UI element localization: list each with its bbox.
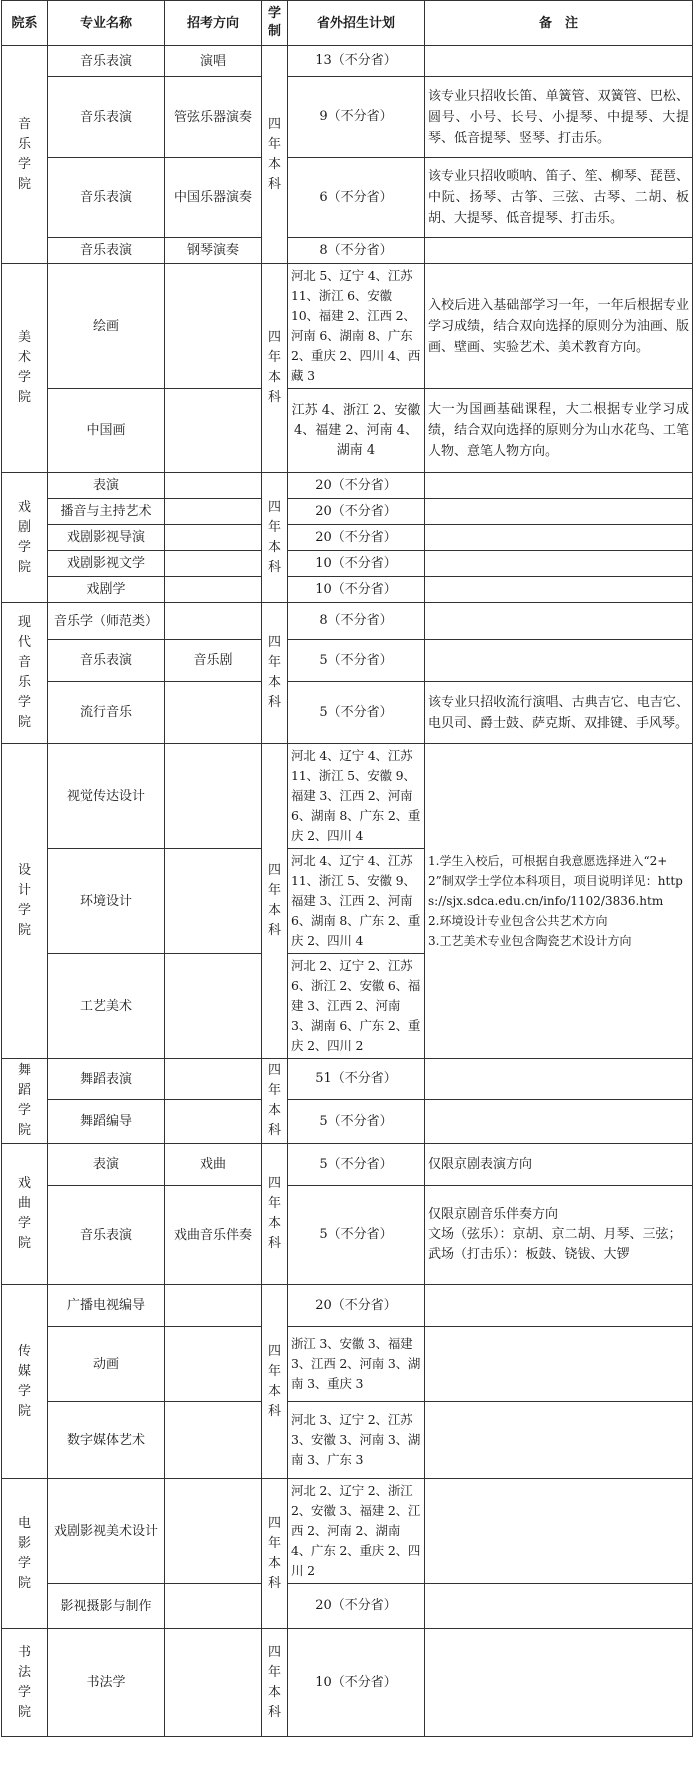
direction-cell [165,551,262,577]
table-row [2,473,693,499]
plan-cell: 9（不分省） [288,77,425,158]
plan-cell: 10（不分省） [288,1629,425,1737]
header-row [2,1,693,46]
direction-cell [165,1059,262,1100]
major-cell: 音乐表演 [48,77,165,158]
table-row [2,1629,693,1737]
college-dance: 舞蹈学院 [2,1059,48,1144]
college-art: 美术学院 [2,264,48,473]
major-cell: 影视摄影与制作 [48,1584,165,1629]
table-row [2,682,693,744]
note-cell [425,577,693,603]
major-cell: 表演 [48,473,165,499]
college-music: 音乐学院 [2,46,48,264]
table-row [2,1402,693,1479]
direction-cell [165,1285,262,1327]
major-cell: 音乐表演 [48,1186,165,1285]
plan-cell: 6（不分省） [288,158,425,238]
table-row [2,499,693,525]
note-cell [425,1059,693,1100]
college-film: 电影学院 [2,1479,48,1629]
plan-cell: 13（不分省） [288,46,425,77]
direction-cell [165,603,262,640]
table-row [2,238,693,264]
major-cell: 戏剧学 [48,577,165,603]
direction-cell [165,849,262,954]
major-cell: 戏剧影视文学 [48,551,165,577]
direction-cell [165,525,262,551]
college-design: 设计学院 [2,744,48,1059]
major-cell: 动画 [48,1327,165,1402]
note-cell [425,551,693,577]
direction-cell: 演唱 [165,46,262,77]
table-row [2,1059,693,1100]
major-cell: 音乐学（师范类） [48,603,165,640]
major-cell: 舞蹈编导 [48,1100,165,1144]
duration-cell: 四年本科 [262,1059,288,1144]
plan-cell: 10（不分省） [288,551,425,577]
major-cell: 舞蹈表演 [48,1059,165,1100]
table-row [2,577,693,603]
note-cell: 大一为国画基础课程，大二根据专业学习成绩，结合双向选择的原则分为山水花鸟、工笔人物、意笔人物方向。 [425,389,693,473]
plan-cell: 5（不分省） [288,640,425,682]
direction-cell [165,1402,262,1479]
major-cell: 数字媒体艺术 [48,1402,165,1479]
major-cell: 中国画 [48,389,165,473]
note-cell [425,473,693,499]
table-row [2,77,693,158]
table-row [2,1285,693,1327]
plan-cell: 5（不分省） [288,1144,425,1186]
direction-cell: 管弦乐器演奏 [165,77,262,158]
duration-cell: 四年本科 [262,46,288,264]
major-cell: 音乐表演 [48,640,165,682]
plan-cell: 河北 3、辽宁 2、江苏 3、安徽 3、河南 3、湖南 3、广东 3 [288,1402,425,1479]
table-row [2,1186,693,1285]
duration-cell: 四年本科 [262,264,288,473]
table-row [2,389,693,473]
college-calligraphy: 书法学院 [2,1629,48,1737]
direction-cell [165,473,262,499]
plan-cell: 20（不分省） [288,1285,425,1327]
major-cell: 戏剧影视美术设计 [48,1479,165,1584]
table-row [2,1479,693,1584]
table-row [2,46,693,77]
major-cell: 书法学 [48,1629,165,1737]
direction-cell [165,499,262,525]
table-row [2,525,693,551]
plan-cell: 5（不分省） [288,1186,425,1285]
direction-cell [165,264,262,389]
major-cell: 工艺美术 [48,954,165,1059]
direction-cell [165,577,262,603]
note-cell: 该专业只招收唢呐、笛子、笙、柳琴、琵琶、中阮、扬琴、古筝、三弦、古琴、二胡、板胡、大提琴、低音提琴、打击乐。 [425,158,693,238]
direction-cell [165,682,262,744]
duration-cell: 四年本科 [262,603,288,744]
note-cell [425,238,693,264]
plan-cell: 20（不分省） [288,1584,425,1629]
note-cell [425,640,693,682]
table-row [2,1584,693,1629]
major-cell: 戏剧影视导演 [48,525,165,551]
direction-cell [165,1100,262,1144]
header-system: 学制 [262,1,288,46]
duration-cell: 四年本科 [262,1629,288,1737]
major-cell: 视觉传达设计 [48,744,165,849]
college-drama: 戏剧学院 [2,473,48,603]
header-notes: 备 注 [425,1,693,46]
direction-cell: 戏曲音乐伴奏 [165,1186,262,1285]
note-cell: 入校后进入基础部学习一年，一年后根据专业学习成绩，结合双向选择的原则分为油画、版画、壁画、实验艺术、美术教育方向。 [425,264,693,389]
direction-cell: 音乐剧 [165,640,262,682]
direction-cell [165,1479,262,1584]
plan-cell: 8（不分省） [288,603,425,640]
direction-cell [165,744,262,849]
header-plan: 省外招生计划 [288,1,425,46]
duration-cell: 四年本科 [262,473,288,603]
table-row [2,1144,693,1186]
duration-cell: 四年本科 [262,1285,288,1479]
major-cell: 表演 [48,1144,165,1186]
major-cell: 播音与主持艺术 [48,499,165,525]
college-media: 传媒学院 [2,1285,48,1479]
major-cell: 广播电视编导 [48,1285,165,1327]
direction-cell [165,1629,262,1737]
plan-cell: 5（不分省） [288,1100,425,1144]
note-cell: 该专业只招收流行演唱、古典吉它、电吉它、电贝司、爵士鼓、萨克斯、双排键、手风琴。 [425,682,693,744]
note-cell [425,1285,693,1327]
note-cell [425,1629,693,1737]
plan-cell: 51（不分省） [288,1059,425,1100]
plan-cell: 河北 2、辽宁 2、江苏 6、浙江 2、安徽 6、福建 3、江西 2、河南 3、湖南 6、广东 2、重庆 2、四川 2 [288,954,425,1059]
plan-cell: 5（不分省） [288,682,425,744]
table-row [2,264,693,389]
note-cell [425,499,693,525]
note-cell: 仅限京剧表演方向 [425,1144,693,1186]
plan-cell: 20（不分省） [288,473,425,499]
plan-cell: 河北 4、辽宁 4、江苏 11、浙江 5、安徽 9、福建 3、江西 2、河南 6、湖南 8、广东 2、重庆 2、四川 4 [288,849,425,954]
table-row [2,744,693,849]
table-row [2,640,693,682]
note-cell [425,1402,693,1479]
direction-cell: 钢琴演奏 [165,238,262,264]
college-modern: 现代音乐学院 [2,603,48,744]
header-college: 院系 [2,1,48,46]
direction-cell: 戏曲 [165,1144,262,1186]
table-row [2,551,693,577]
header-direction: 招考方向 [165,1,262,46]
major-cell: 音乐表演 [48,238,165,264]
direction-cell [165,954,262,1059]
direction-cell: 中国乐器演奏 [165,158,262,238]
direction-cell [165,1584,262,1629]
table-row [2,1327,693,1402]
major-cell: 流行音乐 [48,682,165,744]
note-cell [425,525,693,551]
note-cell: 该专业只招收长笛、单簧管、双簧管、巴松、圆号、小号、长号、小提琴、中提琴、大提琴、低音提琴、竖琴、打击乐。 [425,77,693,158]
plan-cell: 10（不分省） [288,577,425,603]
note-cell [425,603,693,640]
table-row [2,158,693,238]
duration-cell: 四年本科 [262,744,288,1059]
duration-cell: 四年本科 [262,1479,288,1629]
note-cell [425,1479,693,1584]
plan-cell: 江苏 4、浙江 2、安徽 4、福建 2、河南 4、湖南 4 [288,389,425,473]
direction-cell [165,1327,262,1402]
note-cell: 仅限京剧音乐伴奏方向 文场（弦乐）：京胡、京二胡、月琴、三弦； 武场（打击乐）：板鼓、铙钹、大锣 [425,1186,693,1285]
college-opera: 戏曲学院 [2,1144,48,1285]
duration-cell: 四年本科 [262,1144,288,1285]
note-cell [425,1327,693,1402]
note-cell [425,1584,693,1629]
plan-cell: 浙江 3、安徽 3、福建 3、江西 2、河南 3、湖南 3、重庆 3 [288,1327,425,1402]
table-row [2,1100,693,1144]
major-cell: 环境设计 [48,849,165,954]
plan-cell: 河北 2、辽宁 2、浙江 2、安徽 3、福建 2、江西 2、河南 2、湖南 4、广东 2、重庆 2、四川 2 [288,1479,425,1584]
major-cell: 绘画 [48,264,165,389]
direction-cell [165,389,262,473]
plan-cell: 20（不分省） [288,525,425,551]
header-major: 专业名称 [48,1,165,46]
major-cell: 音乐表演 [48,158,165,238]
plan-cell: 8（不分省） [288,238,425,264]
plan-cell: 河北 5、辽宁 4、江苏 11、浙江 6、安徽 10、福建 2、江西 2、河南 6、湖南 8、广东 2、重庆 2、四川 4、西藏 3 [288,264,425,389]
note-cell [425,1100,693,1144]
note-cell: 1.学生入校后，可根据自我意愿选择进入“2+2”制双学士学位本科项目，项目说明详见：https://sjx.sdca.edu.cn/info/1102/3836.htm 2.环境设计专业包含公共艺术方向 3.工艺美术专业包含陶瓷艺术设计方向 [425,744,693,1059]
note-cell [425,46,693,77]
table-row [2,603,693,640]
plan-cell: 20（不分省） [288,499,425,525]
major-cell: 音乐表演 [48,46,165,77]
plan-cell: 河北 4、辽宁 4、江苏 11、浙江 5、安徽 9、福建 3、江西 2、河南 6、湖南 8、广东 2、重庆 2、四川 4 [288,744,425,849]
enrollment-table [1,0,693,1737]
